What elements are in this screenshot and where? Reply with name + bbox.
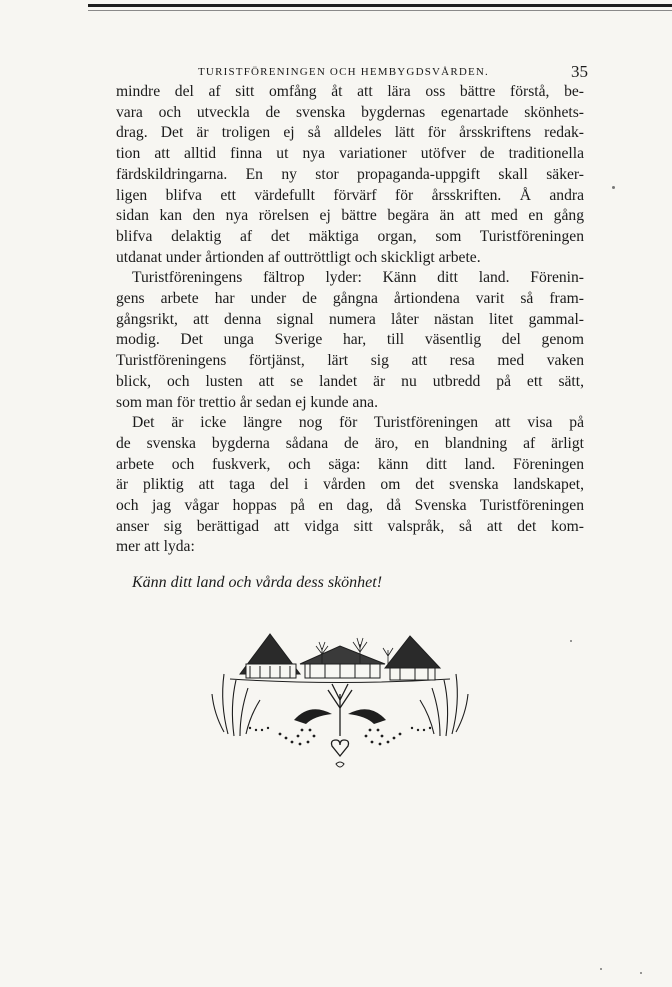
monogram-icon <box>336 762 344 767</box>
page-number: 35 <box>571 62 588 81</box>
top-rule <box>88 4 672 7</box>
text-line: gens arbete har under de gångna årtiondena varit så fram- <box>116 290 584 308</box>
right-house-icon <box>385 636 440 680</box>
text-line: vara och utveckla de svenska bygdernas egenartade skönhets- <box>116 103 584 121</box>
text-line: Det är icke längre nog för Turistföreningen att visa på <box>132 414 584 432</box>
right-bird-icon <box>348 709 386 724</box>
text-line: arbete och fuskverk, och säga: känn ditt land. Föreningen <box>116 455 584 473</box>
left-reeds-icon <box>212 674 260 736</box>
text-line: blifva delaktig af det mäktiga organ, som Turistföreningen <box>116 227 584 245</box>
running-head: TURISTFÖRENINGEN OCH HEMBYGDSVÅRDEN. <box>198 66 490 78</box>
text-line: som man för trettio år sedan ej kunde ana. <box>116 393 378 411</box>
text-line: utdanat under årtionden af outtröttligt och skickligt arbete. <box>116 248 481 266</box>
motto: Känn ditt land och vårda dess skönhet! <box>132 574 383 591</box>
farmstead-vignette <box>210 624 470 774</box>
heart-icon <box>332 740 349 756</box>
text-line: de svenska bygderna sådana de äro, en blandning af ärligt <box>116 434 584 452</box>
page-header <box>118 62 588 84</box>
text-line: drag. Det är troligen ej så alldeles lätt för årsskriftens redak- <box>116 124 584 142</box>
text-line: ligen blifva ett värdefullt förvärf för årsskriften. Å andra <box>116 186 584 204</box>
central-tree-icon <box>328 684 352 736</box>
text-line: Turistföreningens förtjänst, lärt sig att resa med vaken <box>116 352 584 370</box>
text-line: anser sig berättigad att vidga sitt valspråk, så att det kom- <box>116 517 584 535</box>
dust-speck <box>600 968 602 970</box>
body-text <box>116 82 584 558</box>
top-rule-thin <box>88 10 672 11</box>
barn-icon <box>300 646 385 678</box>
text-line: tion att alltid finna ut nya variationer utöfver de traditionella <box>116 145 584 163</box>
text-line: blick, och lusten att se landet är nu utbredd på ett sätt, <box>116 372 584 390</box>
dust-speck <box>640 972 642 974</box>
text-line: gångsrikt, att denna signal numera låter nästan litet gammal- <box>116 310 584 328</box>
text-line: mindre del af sitt omfång åt att lära oss bättre förstå, be- <box>116 83 584 100</box>
dust-speck <box>570 640 572 642</box>
text-line: mer att lyda: <box>116 538 195 556</box>
text-line: modig. Det unga Sverige har, till väsentlig del genom <box>116 331 584 349</box>
text-line: färdskildringarna. En ny stor propaganda-uppgift skall säker- <box>116 165 584 183</box>
text-line: är pliktig att taga del i vården om det svenska landskapet, <box>116 476 584 494</box>
text-line: Turistföreningens fältrop lyder: Känn ditt land. Förenin- <box>132 269 584 287</box>
text-line: sidan kan den nya rörelsen ej bättre begära än att med en gång <box>116 207 584 225</box>
left-bird-icon <box>294 709 332 724</box>
text-line: och jag vågar hoppas på en dag, då Svenska Turistföreningen <box>116 497 584 515</box>
left-house-icon <box>240 634 300 678</box>
right-reeds-icon <box>420 674 468 736</box>
dust-speck <box>612 186 615 189</box>
